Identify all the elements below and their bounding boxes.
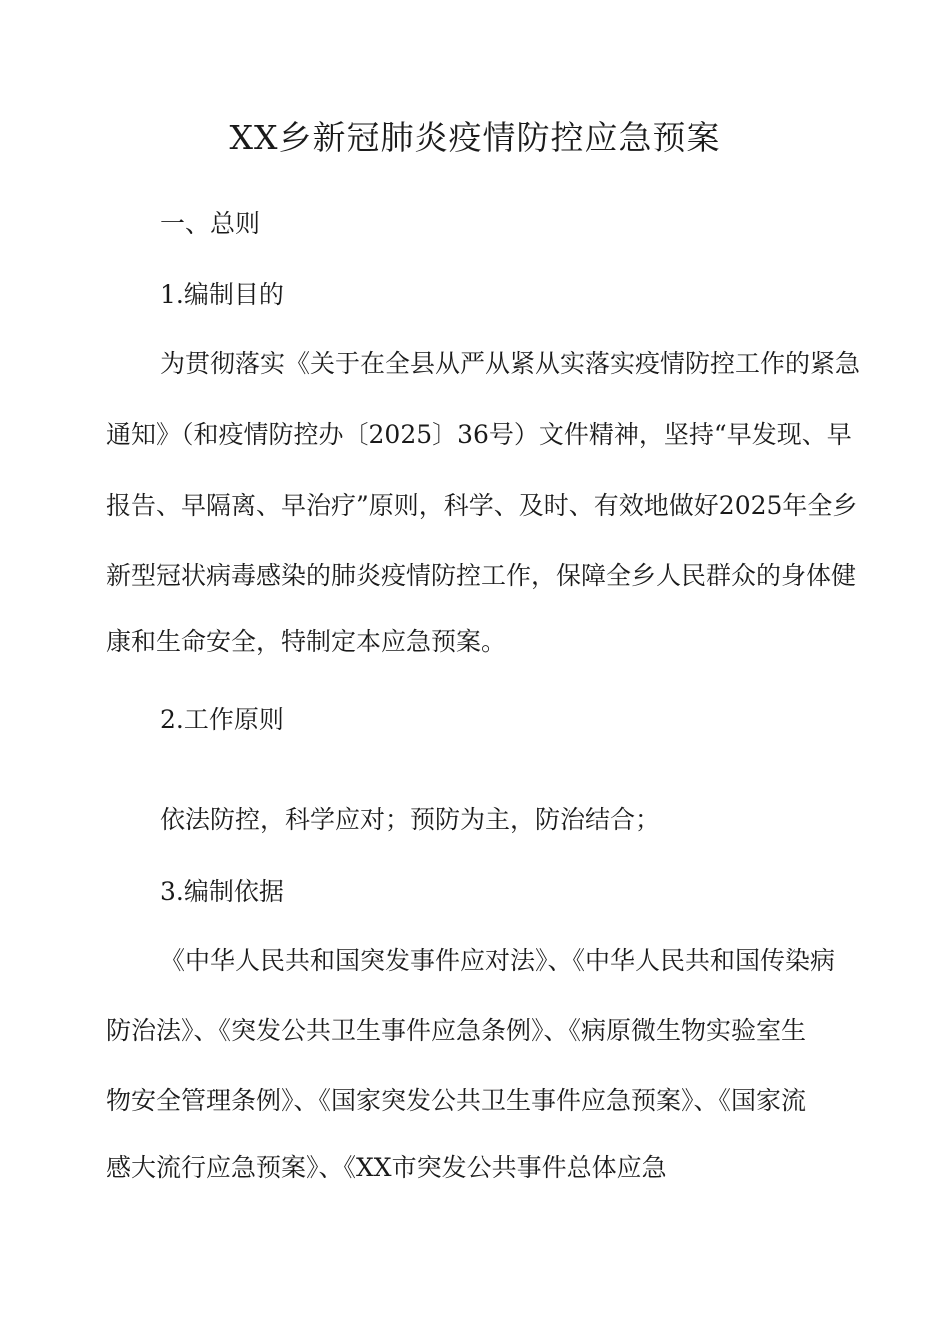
purpose-line-3: 报告、早隔离、早治疗”原则，科学、及时、有效地做好2025年全乡 bbox=[106, 491, 858, 520]
purpose-line-1: 为贯彻落实《关于在全县从严从紧从实落实疫情防控工作的紧急 bbox=[160, 349, 861, 378]
principle-line: 依法防控，科学应对；预防为主，防治结合； bbox=[160, 805, 661, 834]
subheading-basis: 3.编制依据 bbox=[160, 877, 284, 906]
basis-line-3: 物安全管理条例》、《国家突发公共卫生事件应急预案》、《国家流 bbox=[106, 1086, 807, 1115]
subheading-purpose: 1.编制目的 bbox=[160, 280, 284, 309]
basis-line-4: 感大流行应急预案》、《XX市突发公共事件总体应急 bbox=[106, 1153, 667, 1182]
purpose-line-4: 新型冠状病毒感染的肺炎疫情防控工作，保障全乡人民群众的身体健 bbox=[106, 561, 857, 590]
subheading-principles: 2.工作原则 bbox=[160, 705, 284, 734]
document-title: XX乡新冠肺炎疫情防控应急预案 bbox=[229, 118, 721, 157]
basis-line-2: 防治法》、《突发公共卫生事件应急条例》、《病原微生物实验室生 bbox=[106, 1016, 807, 1045]
section-heading-general: 一、总则 bbox=[160, 209, 261, 238]
purpose-line-2: 通知》（和疫情防控办〔2025〕36号）文件精神，坚持“早发现、早 bbox=[106, 420, 852, 449]
basis-line-1: 《中华人民共和国突发事件应对法》、《中华人民共和国传染病 bbox=[160, 946, 836, 975]
purpose-line-5: 康和生命安全，特制定本应急预案。 bbox=[106, 627, 507, 656]
